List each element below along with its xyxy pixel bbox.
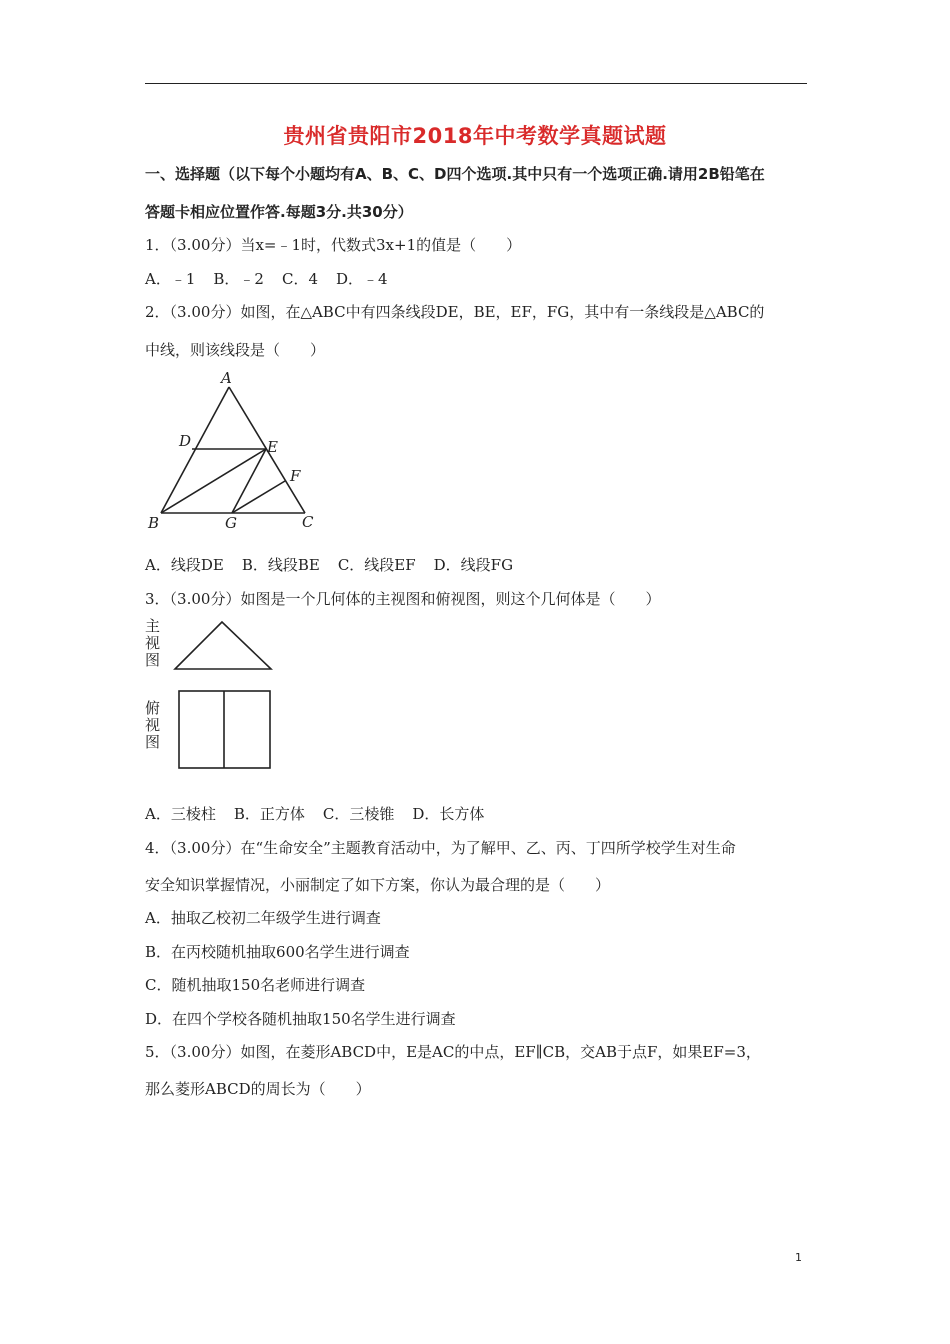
option-c: C．4 <box>281 270 318 288</box>
question-4-option-b: B．在丙校随机抽取600名学生进行调查 <box>145 943 410 961</box>
point-e-label: E <box>267 438 278 456</box>
top-view-rectangle <box>176 688 274 772</box>
option-b: B．正方体 <box>233 805 305 823</box>
question-5-stem-line1: 5．（3.00分）如图，在菱形ABCD中，E是AC的中点，EF∥CB，交AB于点F，如果EF=3， <box>145 1043 761 1061</box>
vertex-b-label: B <box>148 514 160 532</box>
option-c: C．三棱锥 <box>322 805 395 823</box>
question-4-stem-line2: 安全知识掌握情况，小丽制定了如下方案，你认为最合理的是（ ） <box>145 876 611 894</box>
question-4-option-a: A．抽取乙校初二年级学生进行调查 <box>145 909 381 927</box>
point-f-label: F <box>290 467 301 485</box>
segment-ab <box>161 387 229 513</box>
page-title: 贵州省贵阳市2018年中考数学真题试题 <box>283 124 667 148</box>
top-view-label: 俯视图 <box>145 699 161 751</box>
question-5-stem-line2: 那么菱形ABCD的周长为（ ） <box>145 1080 371 1098</box>
option-a: A．﹣1 <box>145 270 196 288</box>
question-2-stem-line1: 2．（3.00分）如图，在△ABC中有四条线段DE，BE，EF，FG，其中有一条线段是△ABC的 <box>145 303 765 321</box>
vertex-c-label: C <box>302 513 314 531</box>
question-4-option-d: D．在四个学校各随机抽取150名学生进行调查 <box>145 1010 456 1028</box>
question-1-stem: 1．（3.00分）当x=﹣1时，代数式3x+1的值是（ ） <box>145 236 522 254</box>
option-d: D．线段FG <box>433 556 514 574</box>
option-d: D．长方体 <box>412 805 485 823</box>
option-b: B．﹣2 <box>213 270 264 288</box>
question-4-stem-line1: 4．（3.00分）在“生命安全”主题教育活动中，为了解甲、乙、丙、丁四所学校学生对生命 <box>145 839 736 857</box>
option-c: C．线段EF <box>337 556 416 574</box>
option-a: A．三棱柱 <box>145 805 216 823</box>
header-rule <box>145 83 807 84</box>
point-g-label: G <box>225 514 237 532</box>
option-b: B．线段BE <box>241 556 320 574</box>
front-view-label: 主视图 <box>145 617 161 669</box>
question-1-options <box>145 268 406 289</box>
section-heading-line1: 一、选择题（以下每个小题均有A、B、C、D四个选项.其中只有一个选项正确.请用2B铅笔在 <box>145 165 765 183</box>
option-a: A．线段DE <box>145 556 224 574</box>
question-4-option-c: C．随机抽取150名老师进行调查 <box>145 976 366 994</box>
question-3-stem: 3．（3.00分）如图是一个几何体的主视图和俯视图，则这个几何体是（ ） <box>145 590 661 608</box>
question-3-options <box>145 803 502 824</box>
vertex-a-label: A <box>221 369 232 387</box>
front-view-triangle <box>172 618 276 672</box>
section-heading-line2: 答题卡相应位置作答.每题3分.共30分） <box>145 203 413 221</box>
segment-be <box>161 449 266 513</box>
question-2-stem-line2: 中线，则该线段是（ ） <box>145 341 326 359</box>
point-d-label: D <box>179 432 192 450</box>
question-2-options <box>145 554 531 575</box>
option-d: D．﹣4 <box>336 270 388 288</box>
page-number: 1 <box>795 1251 802 1264</box>
